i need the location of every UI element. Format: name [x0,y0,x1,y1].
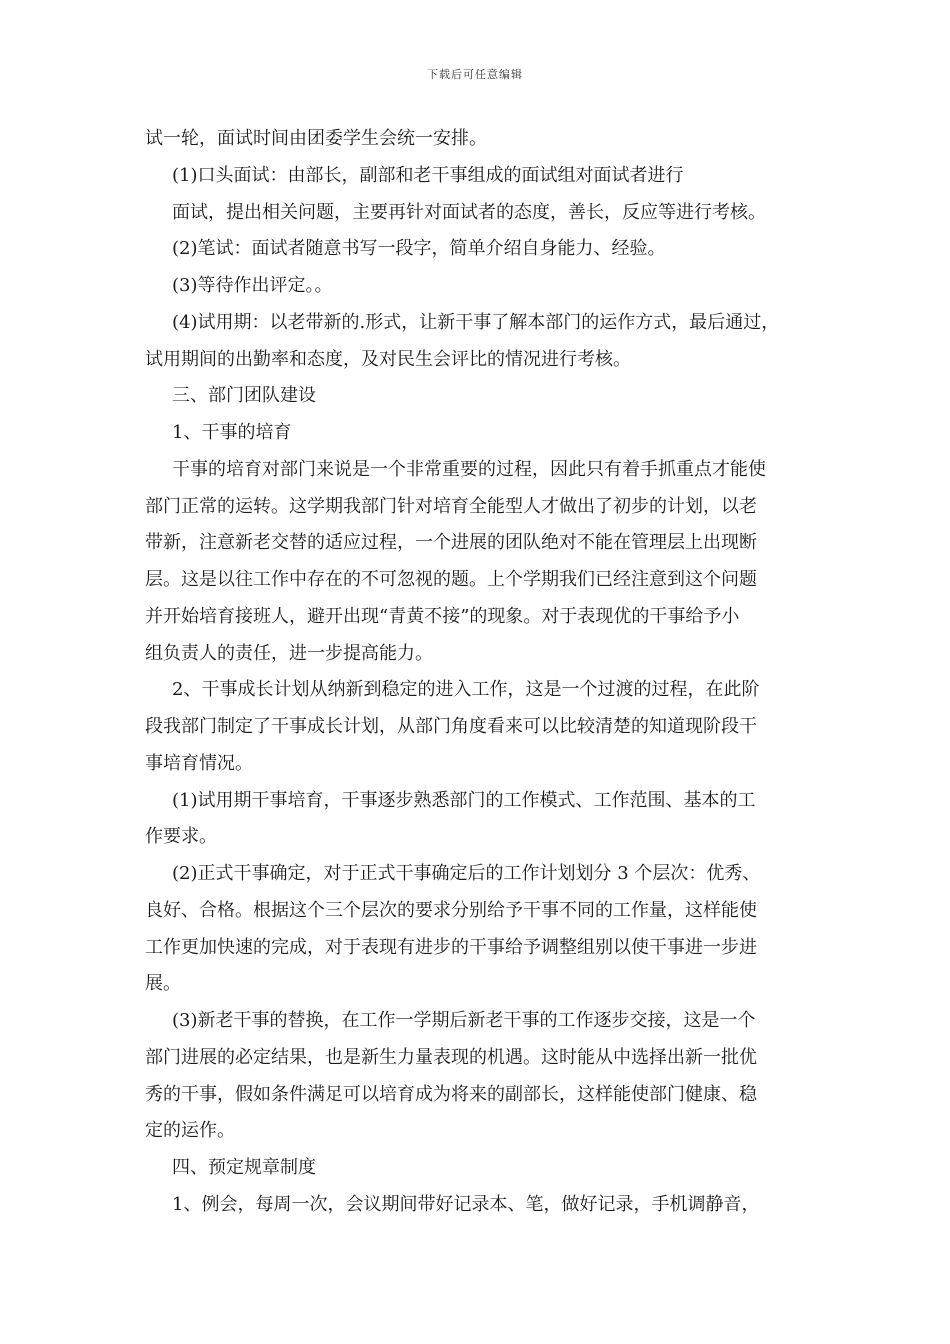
text-line: 部门正常的运转。这学期我部门针对培育全能型人才做出了初步的计划，以老 [145,495,757,517]
text-line: (1)试用期干事培育，干事逐步熟悉部门的工作模式、工作范围、基本的工 [172,789,756,811]
text-line: (2)正式干事确定，对于正式干事确定后的工作计划划分 3 个层次：优秀、 [172,863,761,884]
text-line: 定的运作。 [145,1120,235,1142]
text-line: 部门进展的必定结果，也是新生力量表现的机遇。这时能从中选择出新一批优 [145,1046,757,1068]
text-line: 干事的培育对部门来说是一个非常重要的过程，因此只有着手抓重点才能使 [172,458,766,480]
text-line: 工作更加快速的完成，对于表现有进步的干事给予调整组别以使干事进一步进 [145,936,757,958]
page-header-note: 下载后可任意编辑 [427,68,523,81]
text-line: 并开始培育接班人，避开出现“青黄不接”的现象。对于表现优的干事给予小 [145,605,740,627]
subsection-heading: 1、干事的培育 [172,422,292,443]
text-line: (3)等待作出评定。。 [172,275,333,296]
text-line: 2、干事成长计划从纳新到稳定的进入工作，这是一个过渡的过程，在此阶 [172,679,760,701]
text-line: (2)笔试：面试者随意书写一段字，简单介绍自身能力、经验。 [172,238,666,260]
section-heading: 四、预定规章制度 [172,1157,316,1178]
text-line: (1)口头面试：由部长，副部和老干事组成的面试组对面试者进行 [172,164,684,186]
text-line: (4)试用期：以老带新的.形式，让新干事了解本部门的运作方式，最后通过， [172,311,780,333]
text-line: 段我部门制定了干事成长计划，从部门角度看来可以比较清楚的知道现阶段干 [145,716,757,737]
text-line: 层。这是以往工作中存在的不可忽视的题。上个学期我们已经注意到这个问题 [145,569,757,590]
text-line: 试一轮，面试时间由团委学生会统一安排。 [145,128,487,149]
document-body [145,121,810,1224]
text-line: 带新，注意新老交替的适应过程，一个进展的团队绝对不能在管理层上出现断 [145,532,757,554]
text-line: 1、例会，每周一次，会议期间带好记录本、笔，做好记录，手机调静音， [172,1193,760,1215]
text-line: 良好、合格。根据这个三个层次的要求分别给予干事不同的工作量，这样能使 [145,899,757,921]
text-line: (3)新老干事的替换，在工作一学期后新老干事的工作逐步交接，这是一个 [172,1010,756,1031]
section-heading: 三、部门团队建设 [172,385,316,407]
text-line: 组负责人的责任，进一步提高能力。 [145,642,433,664]
text-line: 面试，提出相关问题，主要再针对面试者的态度，善长，反应等进行考核。 [172,201,766,223]
text-line: 秀的干事，假如条件满足可以培育成为将来的副部长，这样能使部门健康、稳 [145,1083,757,1105]
text-line: 作要求。 [145,826,217,848]
text-line: 事培育情况。 [145,752,253,774]
text-line: 展。 [145,973,181,995]
text-line: 试用期间的出勤率和态度，及对民生会评比的情况进行考核。 [145,348,631,370]
